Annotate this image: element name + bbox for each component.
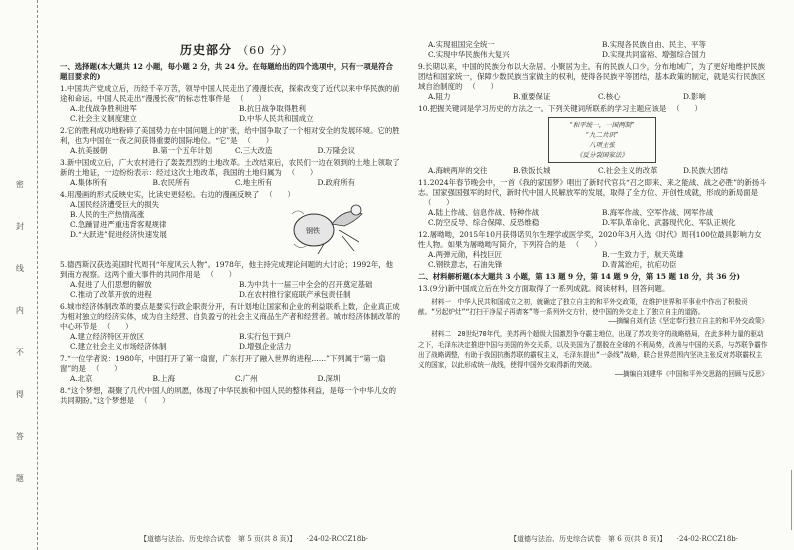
question-9: 9.长期以来，中国的民族分布以大杂居、小聚居为主。有的民族人口少，分布地域广，为了更好地维护民族团结和国家统一，保障少数民族当家做主的权利，使得各民族平等团结，基本政策的制定，就是实行民族区域自治制度的 （ ） — [418, 61, 766, 91]
question-6: 6.城市经济体制改革的要点是要实行政企职责分开，有计划地让国家和企业的利益联系上数，企业真正成为相对独立的经济实体，成为自主经营、自负盈亏的社会主义商品生产者和经营者。城市经济体制改革的中心环节是 （ ） — [60, 301, 400, 331]
option: A.建立经济特区开放区 — [70, 331, 145, 341]
option: D.实现共同富裕、增强综合国力 — [602, 49, 707, 59]
page-footer-right: 【道德与法治、历史综合试卷 第 6 页(共 8 页)】 ·24-02-RCCZ18b· — [510, 534, 738, 543]
option: A.集体所有 — [70, 177, 108, 187]
option: A.促进了人们思想的解放 — [70, 279, 152, 289]
keyword: “和平统一，一国两制” — [569, 120, 635, 129]
option: A.北京 — [70, 373, 93, 383]
option: D.深圳 — [317, 373, 341, 383]
option: B.海军作战、空军作战、网军作战 — [602, 208, 714, 218]
q3-options — [60, 178, 400, 188]
material-2-source: ——摘编自刘建华《中国和平外交思路的回顾与反思》 — [614, 370, 768, 379]
margin-char: 题 — [15, 474, 25, 482]
q4-options — [60, 200, 280, 258]
margin-labels — [6, 180, 32, 482]
question-1: 1.中国共产党成立后，历经千辛万苦，领导中国人民走出了漫漫长夜，探索改变了近代以来中华民族的前途和命运。中国人民走出“漫漫长夜”的标志性事件是 （ ） — [60, 83, 400, 103]
edge-line — [791, 470, 792, 530]
option: A.抗美援朝 — [70, 145, 108, 155]
option: B.铁饭长城 — [513, 166, 551, 176]
cartoon-image — [284, 196, 379, 258]
left-column — [60, 40, 400, 406]
keyword: 《反分裂国家法》 — [576, 151, 628, 160]
margin-char: 线 — [15, 264, 25, 272]
q5-options — [60, 280, 400, 300]
question-3: 3.新中国成立后，广大农村进行了轰轰烈烈的土地改革。土改结束后，农民们一边在领到的土地上领取了新的土地证，一边纷纷表示：经过这次土地改革，我国的土地归属为 （ ） — [60, 157, 400, 177]
option: B.一生致力于，航天英雄 — [602, 250, 684, 260]
option: A.海峡两岸的交往 — [428, 166, 488, 176]
margin-char: 密 — [15, 180, 25, 188]
margin-char: 不 — [15, 348, 25, 356]
binding-margin — [0, 0, 38, 550]
q9-options — [418, 92, 768, 102]
option: A.国民经济遭受巨大的损失 — [70, 199, 159, 209]
option: A.阻力 — [428, 91, 451, 101]
question-2: 2.它的胜利成功地粉碎了美国势力在中国问题上的扩张，给中国争取了一个相对安全的发展环境。它的胜利，也为中国在一夜之间获得重要的国际地位。“它”是 （ ） — [60, 125, 400, 145]
option: A.两弹元勋，科技巨匠 — [428, 250, 503, 260]
q6-options — [60, 332, 400, 352]
option: D.“大跃进”促进经济快速发展 — [70, 229, 167, 239]
question-10: 10.把握关键词是学习历史的方法之一。下列关键词所联系的学习主题应该是 （ ） — [418, 103, 702, 113]
q8-options — [418, 40, 768, 60]
option: C.防空反导、综合保障、反恐维稳 — [428, 218, 540, 228]
option: B.抗日战争取得胜利 — [239, 103, 306, 113]
keyword-box — [548, 117, 656, 163]
page-footer-left: 【道德与法治、历史综合试卷 第 5 页(共 8 页)】 ·24-02-RCCZ18b· — [140, 534, 368, 543]
option: B.农民所有 — [152, 177, 190, 187]
instructions: 一、选择题(本大题共 12 小题，每小题 2 分，共 24 分。在每题给出的四个选项中，只有一项是符合题目要求的) — [60, 62, 393, 81]
option: B.实现各民族自由、民主、平等 — [602, 40, 706, 49]
option: C.社会主义制度建立 — [70, 113, 137, 123]
q11-options — [418, 208, 768, 228]
question-12: 12.屠呦呦，2015年10月获得诺贝尔生理学或医学奖，2020年3月入选《时代》周刊100位最具影响力女性人物。如果为屠呦呦写简介，下列符合的是 （ ） — [418, 230, 762, 250]
margin-char: 得 — [15, 390, 25, 398]
option: D.增强企业活力 — [239, 341, 292, 351]
option: C.广州 — [235, 373, 258, 383]
option: D.万隆会议 — [317, 145, 356, 155]
q12-options — [418, 250, 768, 270]
option: D.中华人民共和国成立 — [239, 113, 314, 123]
option: A.北伐战争胜利进军 — [70, 103, 137, 113]
option: B.上海 — [152, 373, 176, 383]
material-2: 材料二 20世纪70年代，美苏两个超级大国激烈争夺霸主地位，出现了苏攻美守的战略格局，在此多种力量的驱动之下，毛泽东决定推进中国与美国的外交关系，以及美国为了摆脱在全球的不利局势，改善与中国的关系，与苏联争霸作出了战略调整，有助于我国抗衡苏联的霸权主义，毛泽东提出“一条线”战略，联合世界范围内坚决主张反对苏联霸权主义的国家，以此形成统一战线，使得中国外交取得新的突破。 — [418, 330, 768, 369]
option: C.钢铁意志，石油先锋 — [428, 260, 503, 269]
option: C.急躁冒进严重违背客观规律 — [70, 219, 167, 229]
option: C.地主所有 — [235, 177, 273, 187]
option: B.人民的生产热情高涨 — [70, 209, 145, 219]
option: C.实现中华民族伟大复兴 — [428, 49, 510, 59]
option: A.陆上作战、信息作战、特种作战 — [428, 208, 540, 218]
keyword: 八项主张 — [589, 141, 615, 150]
option: A.实现祖国完全统一 — [428, 40, 495, 49]
q4-body — [60, 200, 400, 258]
question-7: 7.“一位学者说：1980年，中国打开了第一扇窗，广东打开了融入世界的进程……”下列属于“第一扇窗”的是 （ ） — [60, 353, 386, 373]
option: D.政府所有 — [317, 177, 356, 187]
margin-char: 答 — [15, 432, 25, 440]
cartoon-label: 钢铁 — [306, 226, 320, 235]
question-5: 5.德西斯汉获选美国时代周刊“年度风云人物”。1978年，他主持完成理论问题的大讨论；1992年，他到南方视察。这两个重大事件的共同作用是 （ ） — [60, 259, 394, 279]
question-11: 11.2024年春节晚会中，一首《我的家国梦》唱出了新时代官兵“召之即来、来之能战、战之必胜”的新扬斗志。国家强国强军的时代，新时代中国人民解放军的发展，取得了全方位、开创性成就，形成的新局面是（ ） — [418, 178, 767, 208]
option: B.为中共十一届三中全会的召开奠定基础 — [239, 279, 373, 289]
question-8: 8.“这个梦想，凝聚了几代中国人的夙愿，体现了中华民族和中国人民的整体利益，是每一个中华儿女的共同期盼。”这个梦想是 （ ） — [60, 385, 397, 405]
option: D.青蒿治疟，抗疟功臣 — [602, 260, 677, 269]
instructions-part-2: 二、材料解析题(本大题共 3 小题，第 13 题 9 分，第 14 题 9 分，第 15 题 18 分，共 36 分) — [418, 271, 740, 281]
q7-options — [60, 374, 400, 384]
option: C.三大改造 — [235, 145, 273, 155]
option: C.社会主义的改革 — [598, 166, 658, 176]
option: D.影响 — [683, 91, 706, 101]
q1-options — [60, 104, 400, 124]
margin-char: 内 — [15, 306, 25, 314]
question-13: 13.(9分)新中国成立后在外交方面取得了一系列成就。阅读材料，回答问题。 — [418, 283, 670, 293]
option: B.第一个五年计划 — [152, 145, 213, 155]
option: D.军队革命化、武器现代化、军队正规化 — [602, 218, 736, 228]
material-1-source: ——摘编自刘有法《坚定奉行独立自主的和平外交政策》 — [608, 317, 768, 326]
option: C.推动了改革开放的进程 — [70, 289, 152, 299]
option: B.重要保证 — [513, 91, 551, 101]
keyword: “九二共识” — [585, 130, 619, 139]
right-column — [418, 40, 768, 379]
option: D.民族大团结 — [683, 166, 728, 176]
option: B.实行包干到户 — [239, 331, 292, 341]
margin-char: 封 — [15, 222, 25, 230]
q2-options — [60, 146, 400, 156]
option: C.核心 — [598, 91, 621, 101]
option: C.建立社会主义市场经济体制 — [70, 341, 167, 351]
section-title: 历史部分 （60 分） — [180, 43, 294, 57]
material-1: 材料一 中华人民共和国成立之初，就确定了独立自主的和平外交政策，在维护世界和平事业中作出了积极贡献。“另起炉灶”“打扫干净屋子再请客”等一系列外交方针，使中国的外交走上了独立自主的道路。 — [418, 297, 748, 317]
option: D.在农村推行家庭联产承包责任制 — [239, 289, 351, 299]
question-4: 4.用漫画的形式反映史实，比读史更轻松。右边的漫画反映了 （ ） — [60, 189, 295, 199]
q10-options — [418, 166, 768, 176]
